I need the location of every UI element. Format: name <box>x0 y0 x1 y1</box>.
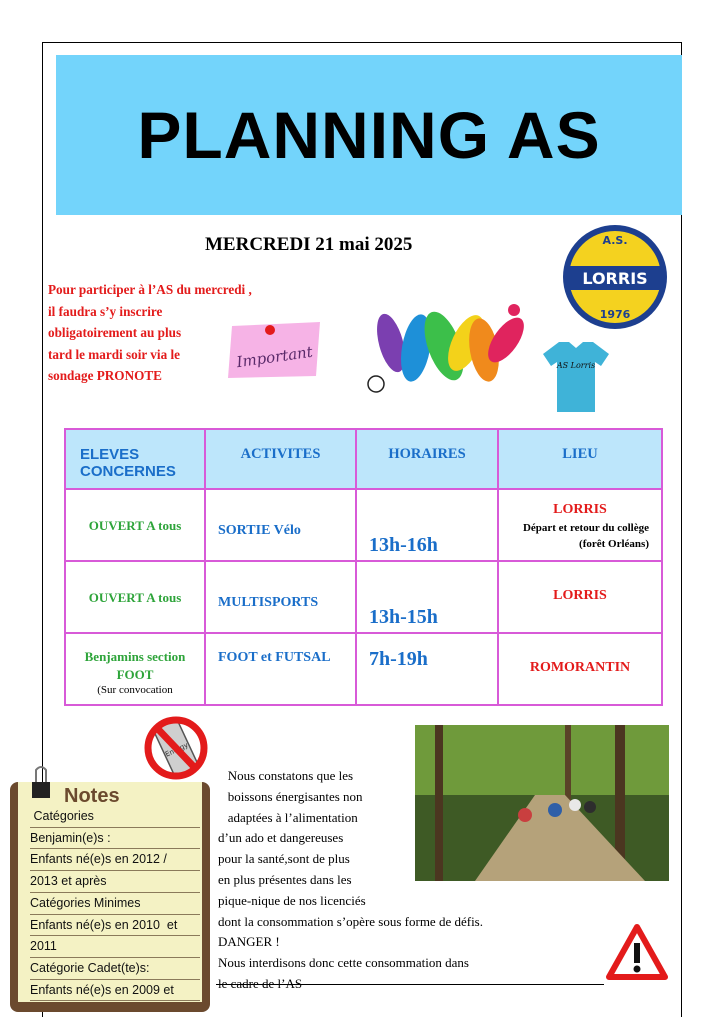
row-eleves-note: (Sur convocation <box>97 684 173 696</box>
table-row <box>65 633 662 705</box>
warning-line: il faudra s’y inscrire <box>48 303 163 319</box>
message-line: d’un ado et dangereuses <box>218 830 344 846</box>
row-lieu: ROMORANTIN <box>529 660 631 675</box>
message-line: le cadre de l’AS <box>218 975 303 991</box>
no-energy-drink-icon <box>143 710 209 790</box>
binder-clip-icon <box>30 766 52 800</box>
event-date: MERCREDI 21 mai 2025 <box>205 234 413 255</box>
row-lieu-note: Départ et retour du collège (forêt Orléans) <box>522 522 649 550</box>
row-horaire: 13h-16h <box>369 534 438 556</box>
energy-drinks-message <box>218 766 578 995</box>
warning-line: Pour participer à l’AS du mercredi , <box>48 282 252 297</box>
page-title: PLANNING AS <box>137 98 601 172</box>
message-line: Nous constatons que les <box>218 768 354 783</box>
header-lieu: LIEU <box>498 429 662 489</box>
tshirt-text: AS Lorris <box>556 361 596 370</box>
message-line: pique-nique de nos licenciés <box>218 892 366 908</box>
message-line: Nous interdisons donc cette consommation dans <box>218 955 469 971</box>
row-lieu: LORRIS <box>553 502 607 517</box>
message-line: boissons énergisantes non <box>218 788 363 804</box>
notes-line: Enfants né(e)s en 2010 et <box>30 915 200 937</box>
warning-line: obligatoirement au plus <box>48 325 182 340</box>
notes-line: Benjamin(e)s : <box>30 828 200 850</box>
message-line: DANGER ! <box>218 934 280 950</box>
table-row <box>65 561 662 633</box>
warning-line: sondage PRONOTE <box>48 368 162 383</box>
logo-top-text: A.S. <box>602 234 628 247</box>
row-lieu: LORRIS <box>553 588 607 603</box>
table-row <box>65 489 662 561</box>
row-horaire: 13h-15h <box>369 606 438 628</box>
important-note-text: Important <box>235 342 314 372</box>
row-eleves: OUVERT A tous <box>88 518 182 533</box>
title-banner <box>56 55 682 215</box>
message-line: pour la santé,sont de plus <box>218 851 350 867</box>
header-activites: ACTIVITES <box>205 429 356 489</box>
bottom-divider <box>216 984 604 985</box>
categories-notes <box>30 806 200 1001</box>
row-activite: MULTISPORTS <box>218 595 319 610</box>
danger-warning-icon <box>605 923 669 981</box>
row-horaire: 7h-19h <box>369 648 428 670</box>
notes-line: Enfants né(e)s en 2009 et <box>30 980 200 1002</box>
planning-table <box>64 428 663 706</box>
warning-line: tard le mardi soir via le <box>48 346 180 362</box>
row-eleves: OUVERT A tous <box>88 590 182 605</box>
notes-line: Catégories Minimes <box>30 893 200 915</box>
message-line: adaptées à l’alimentation <box>218 809 358 825</box>
notes-line: Catégories <box>30 806 200 828</box>
notes-line: Enfants né(e)s en 2012 / <box>30 849 200 871</box>
tshirt-icon <box>541 338 611 414</box>
row-activite: SORTIE Vélo <box>218 523 301 538</box>
row-eleves: Benjamins section FOOT <box>84 649 186 682</box>
notes-heading: Notes <box>64 785 120 807</box>
notes-line: 2011 <box>30 936 200 958</box>
message-line: en plus présentes dans les <box>218 871 352 887</box>
sports-silhouettes-icon <box>366 298 526 396</box>
logo-year-text: 1976 <box>599 308 631 321</box>
important-note-icon <box>224 320 324 380</box>
header-eleves: ELEVES CONCERNES <box>65 429 205 489</box>
logo-name-text: LORRIS <box>582 269 648 288</box>
as-lorris-logo <box>560 222 670 332</box>
notes-line: Catégorie Cadet(te)s: <box>30 958 200 980</box>
notes-line: 2013 et après <box>30 871 200 893</box>
header-horaires: HORAIRES <box>356 429 498 489</box>
message-line: dont la consommation s’opère sous forme de défis. <box>218 913 483 929</box>
row-activite: FOOT et FUTSAL <box>218 650 331 665</box>
